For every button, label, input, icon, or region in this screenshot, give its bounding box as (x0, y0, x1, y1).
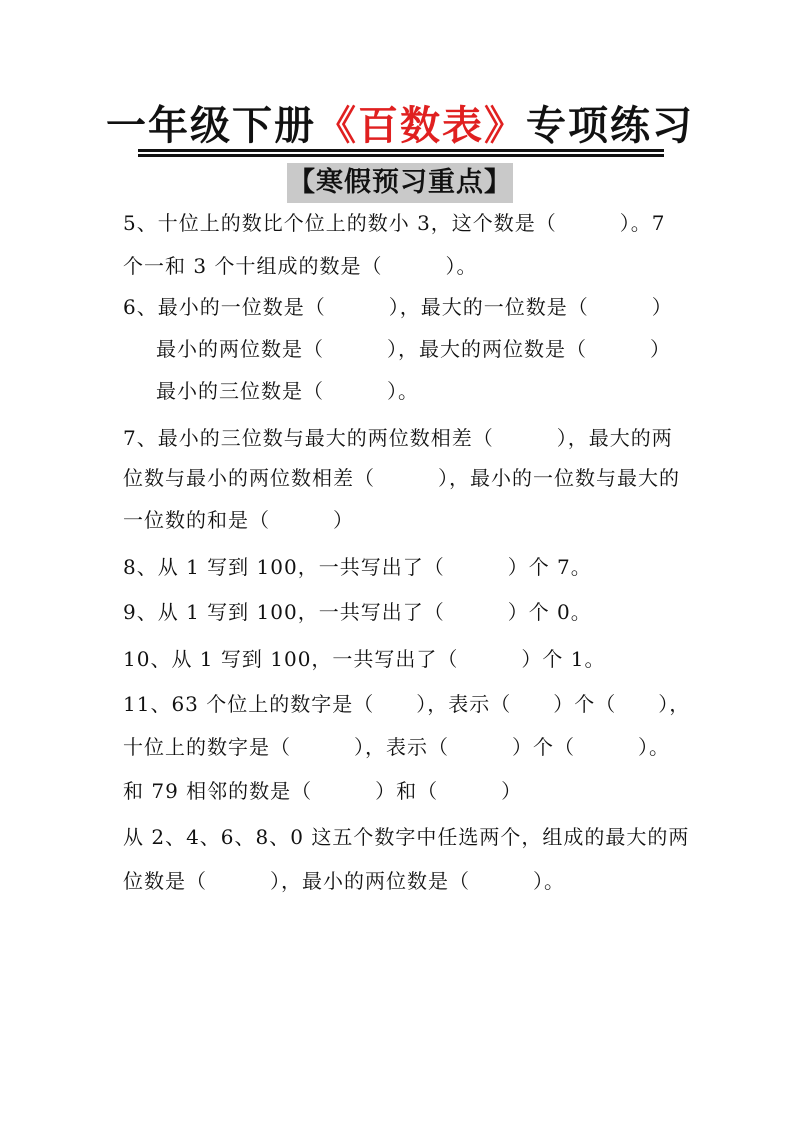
title-suffix: 专项练习 (526, 102, 694, 149)
question-digits-line-1: 从 2、4、6、8、0 这五个数字中任选两个，组成的最大的两 (123, 825, 690, 849)
section-tag: 【寒假预习重点】 (287, 163, 513, 203)
question-11-line-1: 11、63 个位上的数字是（ ），表示（ ）个（ ）， (123, 692, 691, 716)
question-7-line-2: 位数与最小的两位数相差（ ），最小的一位数与最大的 (123, 466, 680, 490)
title-highlight: 《百数表》 (316, 102, 526, 149)
question-6-line-1: 6、最小的一位数是（ ），最大的一位数是（ ） (123, 295, 673, 319)
question-neighbor-79: 和 79 相邻的数是（ ）和（ ） (123, 779, 523, 803)
question-6-line-2: 最小的两位数是（ ），最大的两位数是（ ） (156, 337, 671, 361)
worksheet-title (0, 98, 800, 154)
question-6-line-3: 最小的三位数是（ ）。 (156, 379, 419, 403)
question-9: 9、从 1 写到 100，一共写出了（ ）个 0。 (123, 600, 592, 624)
question-11-line-2: 十位上的数字是（ ），表示（ ）个（ ）。 (123, 735, 670, 759)
question-5-line-2: 个一和 3 个十组成的数是（ ）。 (123, 254, 478, 278)
question-5-line-1: 5、十位上的数比个位上的数小 3，这个数是（ ）。7 (123, 211, 666, 235)
question-7-line-1: 7、最小的三位数与最大的两位数相差（ ），最大的两 (123, 426, 673, 450)
question-digits-line-2: 位数是（ ），最小的两位数是（ ）。 (123, 869, 565, 893)
question-10: 10、从 1 写到 100，一共写出了（ ）个 1。 (123, 647, 606, 671)
question-7-line-3: 一位数的和是（ ） (123, 508, 354, 532)
title-underline-top (138, 149, 664, 152)
title-underline-bottom (138, 154, 664, 157)
question-8: 8、从 1 写到 100，一共写出了（ ）个 7。 (123, 555, 592, 579)
title-prefix: 一年级下册 (106, 102, 316, 149)
